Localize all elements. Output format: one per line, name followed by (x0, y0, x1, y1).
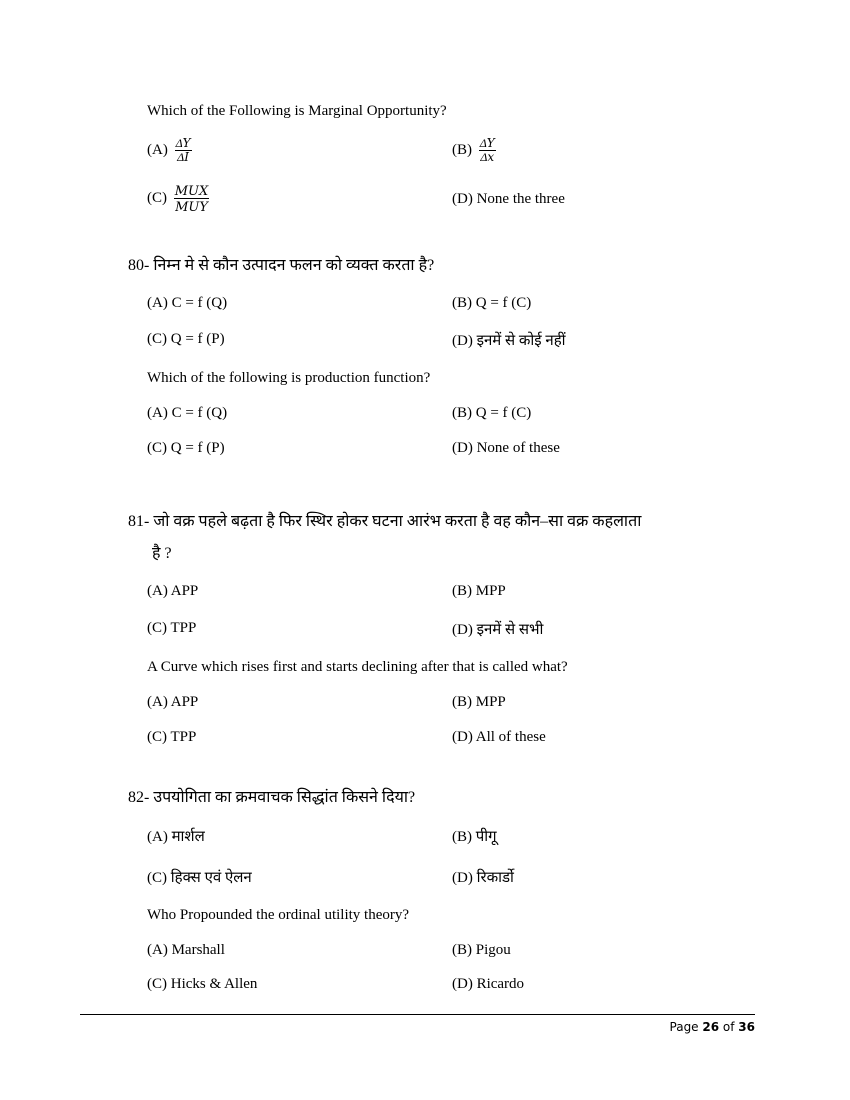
q81-hindi-option-b: (B) MPP (452, 583, 506, 599)
q79-option-d (452, 191, 565, 208)
fraction-denominator: Δ𝑥 (480, 150, 495, 164)
fraction-denominator: 𝑀𝑈𝑌 (175, 199, 208, 214)
q80-english-option-d: (D) None of these (452, 440, 560, 456)
q81-hindi-option-c: (C) TPP (147, 620, 197, 636)
q81-hindi-question-line1: 81- जो वक्र पहले बढ़ता है फिर स्थिर होकर घटना आरंभ करता है वह कौन–सा वक्र कहलाता (128, 513, 642, 530)
q79-english-question: Which of the Following is Marginal Opportunity? (147, 103, 447, 119)
page-current: 26 (702, 1020, 720, 1034)
q80-hindi-option-d: (D) इनमें से कोई नहीं (452, 333, 566, 349)
q82-hindi-option-c: (C) हिक्स एवं ऐलन (147, 870, 252, 886)
q79-option-b (452, 137, 496, 164)
q82-english-option-a: (A) Marshall (147, 942, 225, 958)
q80-english-question: Which of the following is production function? (147, 370, 431, 386)
q82-english-question: Who Propounded the ordinal utility theory? (147, 907, 410, 923)
page-number (670, 1020, 755, 1034)
q80-english-option-b: (B) Q = f (C) (452, 405, 532, 421)
q80-english-option-a: (A) C = f (Q) (147, 405, 228, 421)
q80-hindi-option-a: (A) C = f (Q) (147, 295, 228, 311)
q79-option-c-label: (C) (147, 189, 167, 206)
fraction-denominator: Δ𝐼 (177, 150, 189, 164)
q79-option-a (147, 137, 192, 164)
q79-option-c-fraction (174, 183, 210, 214)
q81-english-option-d: (D) All of these (452, 729, 546, 745)
q79-option-b-fraction (479, 137, 496, 164)
q82-english-option-b: (B) Pigou (452, 942, 511, 958)
q79-option-a-fraction (175, 137, 192, 164)
q80-hindi-question: 80- निम्न मे से कौन उत्पादन फलन को व्यक्त करता है? (128, 257, 435, 274)
page-total: 36 (738, 1020, 755, 1034)
q81-english-option-c: (C) TPP (147, 729, 197, 745)
q81-english-option-a: (A) APP (147, 694, 199, 710)
footer-divider (80, 1014, 755, 1015)
fraction-numerator: Δ𝑌 (175, 136, 191, 150)
q79-option-c (147, 183, 209, 214)
q80-hindi-option-c: (C) Q = f (P) (147, 331, 225, 347)
q81-english-option-b: (B) MPP (452, 694, 506, 710)
q82-hindi-option-d: (D) रिकार्डो (452, 870, 514, 886)
q82-english-option-d: (D) Ricardo (452, 976, 525, 992)
q79-option-d-text: None the three (476, 191, 565, 207)
fraction-numerator: Δ𝑌 (479, 136, 495, 150)
q79-option-a-label: (A) (147, 141, 168, 158)
q80-hindi-option-b: (B) Q = f (C) (452, 295, 532, 311)
q81-hindi-option-a: (A) APP (147, 583, 199, 599)
fraction-numerator: 𝑀𝑈𝑋 (174, 183, 209, 198)
q81-hindi-option-d: (D) इनमें से सभी (452, 622, 544, 638)
page-prefix: Page (669, 1020, 703, 1034)
page-of: of (719, 1020, 739, 1034)
q80-english-option-c: (C) Q = f (P) (147, 440, 225, 456)
q82-hindi-question: 82- उपयोगिता का क्रमवाचक सिद्धांत किसने दिया? (128, 789, 416, 806)
q82-english-option-c: (C) Hicks & Allen (147, 976, 258, 992)
q79-option-d-label: (D) (452, 191, 473, 207)
q82-hindi-option-b: (B) पीगू (452, 829, 497, 845)
q81-english-question: A Curve which rises first and starts declining after that is called what? (147, 659, 568, 675)
q79-option-b-label: (B) (452, 141, 472, 158)
q82-hindi-option-a: (A) मार्शल (147, 829, 205, 845)
q81-hindi-question-line2: है ? (152, 545, 172, 562)
